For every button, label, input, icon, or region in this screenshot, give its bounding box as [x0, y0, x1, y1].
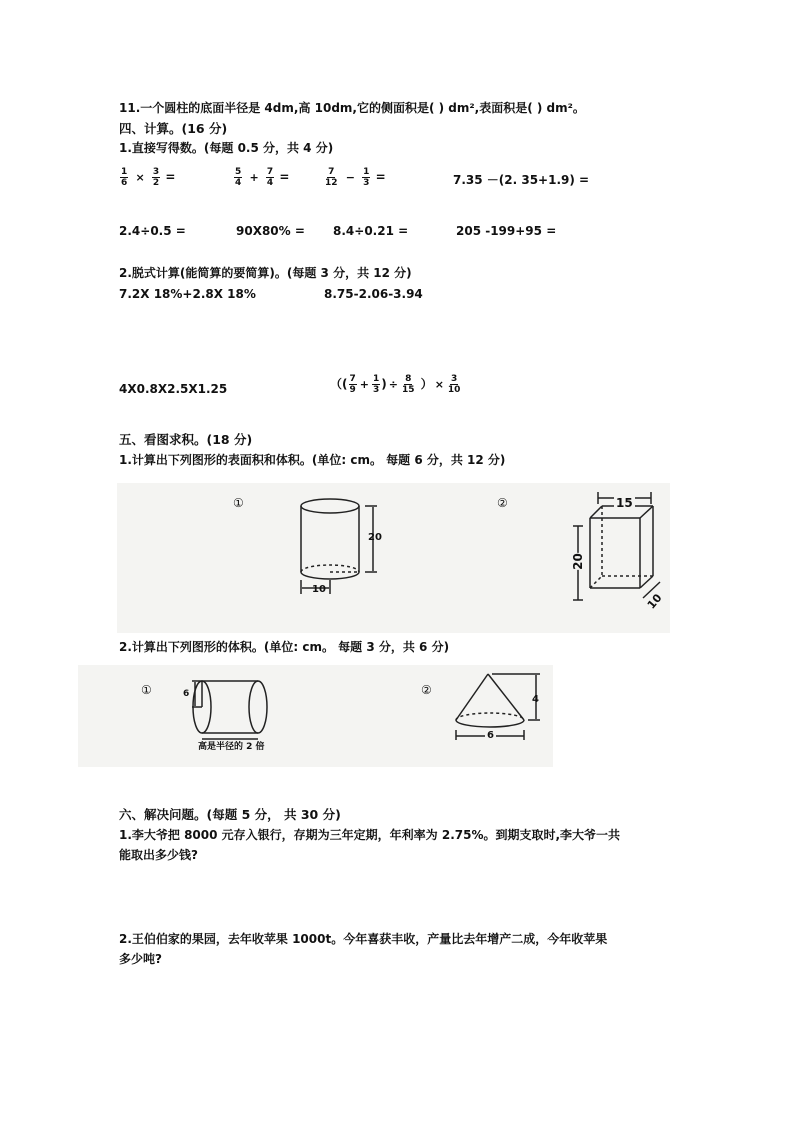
section-5-title: 五、看图求积。(18 分) — [119, 432, 253, 447]
calc-item-5: 2.4÷0.5 = — [119, 224, 186, 238]
fraction: $\frac{3}{10}$ — [447, 374, 461, 395]
calc-item-2: $\frac{5}{4}$ + $\frac{7}{4}$ = — [235, 167, 290, 188]
problem-1-line-1: 1.李大爷把 8000 元存入银行，存期为三年定期，年利率为 2.75%。到期支取时,李大爷一共 — [119, 828, 621, 842]
cuboid-height: 20 — [570, 553, 585, 570]
lying-cylinder-radius: 6 — [183, 689, 190, 699]
figure-1-label: ① — [233, 496, 244, 510]
part-2-title: 2.脱式计算(能简算的要简算)。(每题 3 分，共 12 分) — [119, 266, 412, 280]
problem-1-line-2: 能取出多少钱? — [119, 848, 198, 862]
calc-item-7: 8.4÷0.21 = — [333, 224, 409, 238]
fraction: $\frac{7}{9}$ — [349, 374, 356, 395]
cylinder-radius: 10 — [312, 584, 326, 595]
section-5-q2: 2.计算出下列图形的体积。(单位: cm。 每题 3 分，共 6 分) — [119, 640, 450, 654]
cylinder-figure — [295, 494, 390, 602]
calc-item-6: 90X80% = — [236, 224, 305, 238]
section-4-title: 四、计算。(16 分) — [119, 121, 228, 136]
fraction: $\frac{1}{3}$ — [363, 167, 370, 188]
problem-2-line-1: 2.王伯伯家的果园，去年收苹果 1000t。今年喜获丰收，产量比去年增产二成，今年收苹果 — [119, 932, 608, 946]
fraction: $\frac{7}{4}$ — [266, 167, 274, 188]
figure-4-label: ② — [421, 683, 432, 697]
lying-cylinder-figure — [180, 673, 275, 743]
calc-item-3: $\frac{7}{12}$ − $\frac{1}{3}$ = — [325, 167, 386, 188]
expr-1: 7.2X 18%+2.8X 18% — [119, 287, 256, 301]
cone-diameter: 6 — [487, 730, 494, 741]
part-1-title: 1.直接写得数。(每题 0.5 分，共 4 分) — [119, 141, 334, 155]
problem-2-line-2: 多少吨? — [119, 952, 162, 966]
section-6-title: 六、解决问题。(每题 5 分， 共 30 分) — [119, 807, 341, 822]
figure-3-label: ① — [141, 683, 152, 697]
cuboid-depth: 10 — [644, 591, 665, 612]
cone-figure — [448, 668, 548, 746]
expr-3: 4X0.8X2.5X1.25 — [119, 382, 228, 396]
section-5-q1: 1.计算出下列图形的表面积和体积。(单位: cm。 每题 6 分，共 12 分) — [119, 453, 506, 467]
expr-4: （( $\frac{7}{9}$ + $\frac{1}{3}$ ) ÷ $\frac{8}{15}$ ） × $\frac{3}{10}$ — [330, 374, 461, 395]
calc-item-4: 7.35 －(2. 35+1.9) = — [453, 173, 590, 187]
lying-cylinder-caption: 高是半径的 2 倍 — [198, 742, 265, 752]
fraction: $\frac{8}{15}$ — [401, 374, 415, 395]
calc-item-8: 205 -199+95 = — [456, 224, 557, 238]
cylinder-height: 20 — [368, 532, 382, 543]
fraction: $\frac{1}{3}$ — [372, 374, 380, 395]
fraction: $\frac{3}{2}$ — [152, 167, 160, 188]
calc-item-1: $\frac{1}{6}$ × $\frac{3}{2}$ = — [121, 167, 176, 188]
question-11: 11.一个圆柱的底面半径是 4dm,高 10dm,它的侧面积是( ) dm²,表面积是( ) dm²。 — [119, 101, 585, 115]
fraction: $\frac{1}{6}$ — [121, 167, 128, 188]
figure-2-label: ② — [497, 496, 508, 510]
expr-2: 8.75-2.06-3.94 — [324, 287, 423, 301]
fraction: $\frac{7}{12}$ — [325, 167, 338, 188]
cone-height: 4 — [532, 694, 539, 705]
cuboid-width: 15 — [616, 496, 633, 510]
fraction: $\frac{5}{4}$ — [235, 167, 242, 188]
